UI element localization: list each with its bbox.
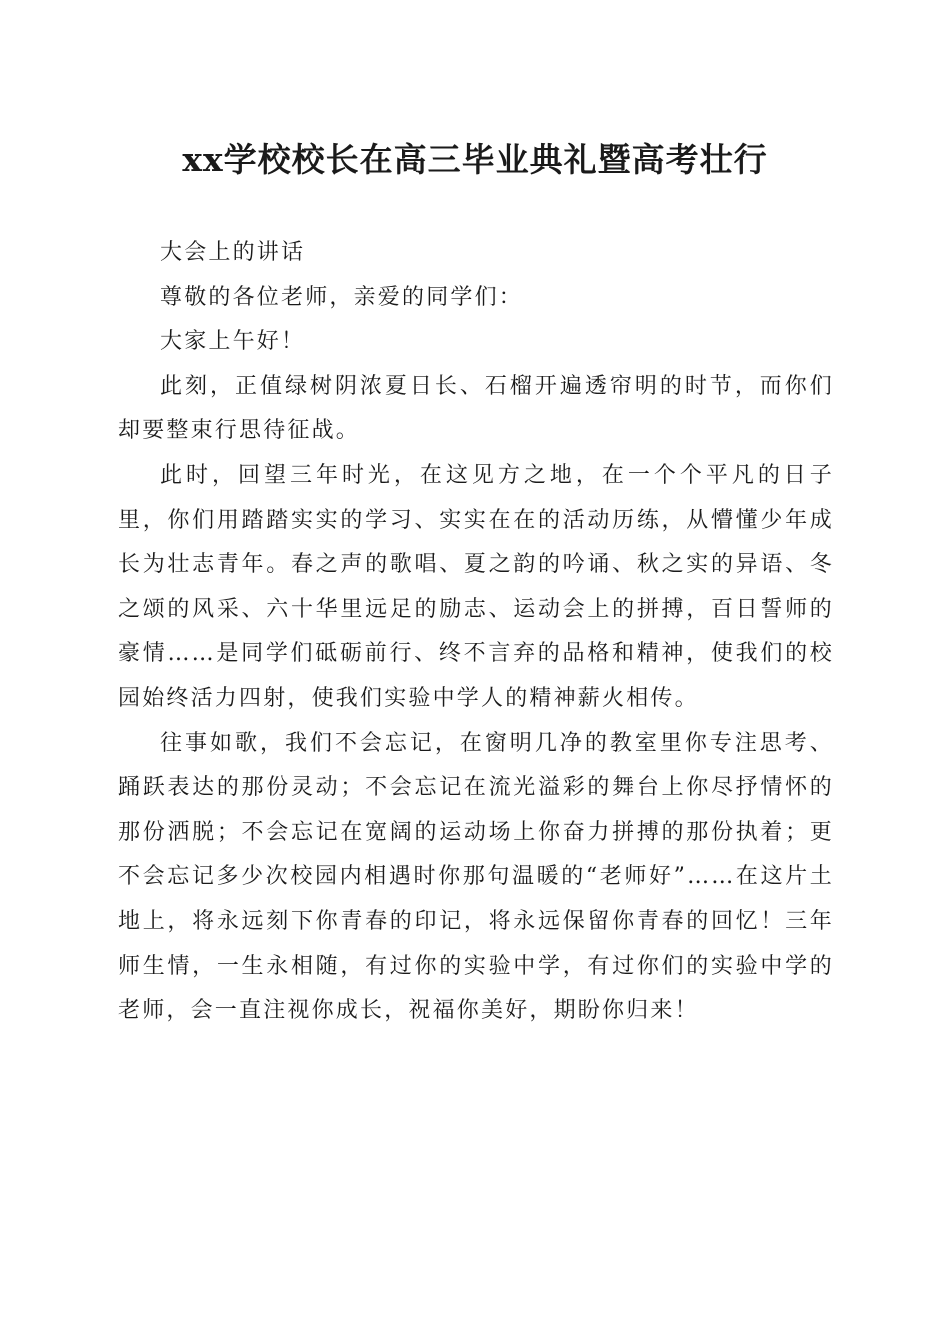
paragraph-subtitle: 大会上的讲话 — [160, 240, 306, 265]
paragraph-body: 此时，回望三年时光，在这见方之地，在一个个平凡的日子里，你们用踏踏实实的学习、实实在在的活动历练，从懵懂少年成长为壮志青年。春之声的歌唱、夏之韵的吟诵、秋之实的异语、冬之颂的风采、六十华里远足的励志、运动会上的拼搏，百日誓师的豪情……是同学们砥砺前行、终不言弃的品格和精神，使我们的校园始终活力四射，使我们实验中学人的精神薪火相传。 — [118, 462, 834, 711]
paragraph-salutation: 尊敬的各位老师，亲爱的同学们： — [160, 284, 524, 310]
document-title: xx学校校长在高三毕业典礼暨高考壮行 — [182, 140, 768, 179]
paragraph-body: 此刻，正值绿树阴浓夏日长、石榴开遍透帘明的时节，而你们却要整束行思待征战。 — [118, 373, 834, 444]
paragraph-greeting: 大家上午好！ — [160, 329, 306, 355]
document-body — [118, 231, 834, 1034]
paragraph-body: 往事如歌，我们不会忘记，在窗明几净的教室里你专注思考、踊跃表达的那份灵动；不会忘记在流光溢彩的舞台上你尽抒情怀的那份洒脱；不会忘记在宽阔的运动场上你奋力拼搏的那份执着；更不会忘记多少次校园内相遇时你那句温暖的“老师好”……在这片土地上，将永远刻下你青春的印记，将永远保留你青春的回忆！三年师生情，一生永相随，有过你的实验中学，有过你们的实验中学的老师，会一直注视你成长，祝福你美好，期盼你归来！ — [118, 730, 834, 1024]
